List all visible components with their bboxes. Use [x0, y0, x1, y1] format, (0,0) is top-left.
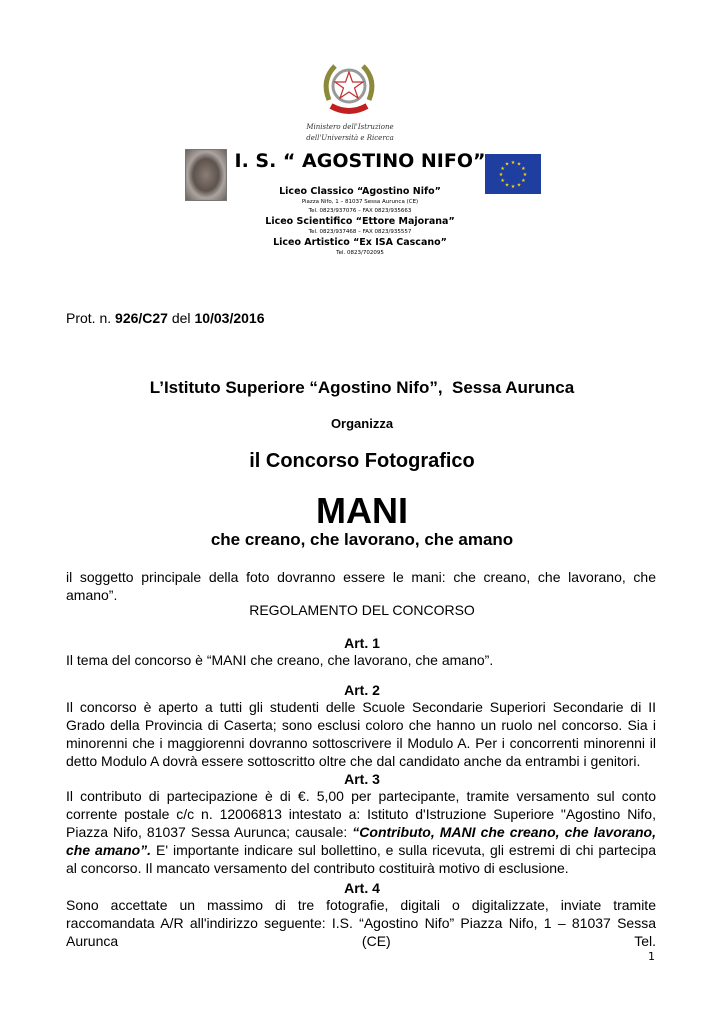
contest-subtitle: che creano, che lavorano, che amano	[210, 530, 514, 549]
page-number: 1	[648, 950, 655, 963]
branch-detail: Piazza Nifo, 1 – 81037 Sessa Aurunca (CE)	[301, 199, 419, 205]
svg-text:★: ★	[500, 178, 505, 184]
article-text: Il concorso è aperto a tutti gli studenti delle Scuole Secondarie Superiori Secondarie di II Grado della Provincia di Caserta; sono esclusi coloro che hanno un ruolo nel concorso. Sia i minorenni che i maggiorenni dovranno sottoscrivere il Modulo A. Per i concorrenti minorenni il detto Modulo A dovrà essere sottoscritto oltre che dal candidato anche da entrambi i genitori.	[66, 699, 656, 769]
svg-text:★: ★	[510, 160, 516, 166]
svg-text:★: ★	[504, 161, 510, 168]
protocol-number: 926/C27	[115, 310, 168, 326]
school-branches	[230, 186, 490, 258]
article-title: Art. 4	[344, 880, 380, 896]
svg-text:★: ★	[498, 172, 504, 178]
school-name: I. S. “ AGOSTINO NIFO”	[234, 150, 486, 172]
ministry-name	[270, 122, 430, 144]
branch-detail: Tel. 0823/937076 – FAX 0823/935663	[308, 208, 412, 214]
eu-flag-icon	[485, 154, 541, 194]
branch-detail: Tel. 0823/937468 – FAX 0823/935557	[308, 229, 412, 235]
svg-text:★: ★	[521, 166, 526, 172]
ministry-line-2: dell'Università e Ricerca	[306, 134, 394, 142]
ministry-line-1: Ministero dell'Istruzione	[306, 123, 394, 131]
protocol-del: del	[171, 310, 191, 326]
article-title: Art. 1	[344, 635, 380, 651]
article-title: Art. 2	[344, 682, 380, 698]
svg-text:★: ★	[521, 178, 526, 184]
svg-text:★: ★	[522, 172, 528, 178]
article-title: Art. 3	[344, 771, 380, 787]
branch-name: Liceo Artistico “Ex ISA Cascano”	[273, 237, 447, 248]
italian-republic-emblem-icon	[317, 60, 381, 118]
svg-text:★: ★	[500, 166, 505, 172]
protocol-date: 10/03/2016	[194, 310, 265, 326]
branch-name: Liceo Classico “Agostino Nifo”	[279, 186, 441, 197]
branch-name: Liceo Scientifico “Ettore Majorana”	[265, 216, 455, 227]
institute-heading: L’Istituto Superiore “Agostino Nifo”, Sessa Aurunca	[149, 378, 575, 397]
article-text-part: E' importante indicare sul bollettino, e sulla ricevuta, gli estremi di chi partecipa al concorso. Il mancato versamento del contributo costituirà motivo di esclusione.	[66, 842, 656, 876]
contest-title: il Concorso Fotografico	[249, 450, 475, 472]
contest-theme: MANI	[316, 490, 408, 531]
protocol-line	[66, 310, 265, 326]
payment-reason: “Contributo, MANI che creano, che lavorano, che amano”.	[66, 824, 656, 858]
svg-text:★: ★	[510, 184, 516, 190]
svg-text:★: ★	[504, 182, 510, 189]
svg-text:★: ★	[516, 182, 522, 189]
article-text-part: Il contributo di partecipazione è di €. 5,00 per partecipante, tramite versamento sul conto corrente postale c/c n. 12006813 intestato a: Istituto d'Istruzione Superiore "Agostino Nifo, Piazza Nifo, 81037 Sessa Aurunca; causale:	[66, 788, 656, 840]
organizes-label: Organizza	[330, 416, 394, 431]
regulation-title: REGOLAMENTO DEL CONCORSO	[249, 602, 475, 618]
article-text: Il tema del concorso è “MANI che creano, che lavorano, che amano”.	[66, 652, 494, 668]
article-text: Sono accettate un massimo di tre fotografie, digitali o digitalizzate, inviate tramite raccomandata A/R all'indirizzo seguente: I.S. “Agostino Nifo” Piazza Nifo, 1 – 81037 Sessa Aurunca (CE) Tel.	[66, 897, 656, 949]
svg-text:★: ★	[516, 161, 522, 168]
intro-paragraph: il soggetto principale della foto dovranno essere le mani: che creano, che lavorano, che amano”.	[66, 569, 656, 603]
protocol-prefix: Prot. n.	[66, 310, 112, 326]
article-text	[66, 787, 656, 877]
letterhead	[170, 50, 550, 275]
branch-detail: Tel. 0823/702095	[336, 250, 384, 256]
